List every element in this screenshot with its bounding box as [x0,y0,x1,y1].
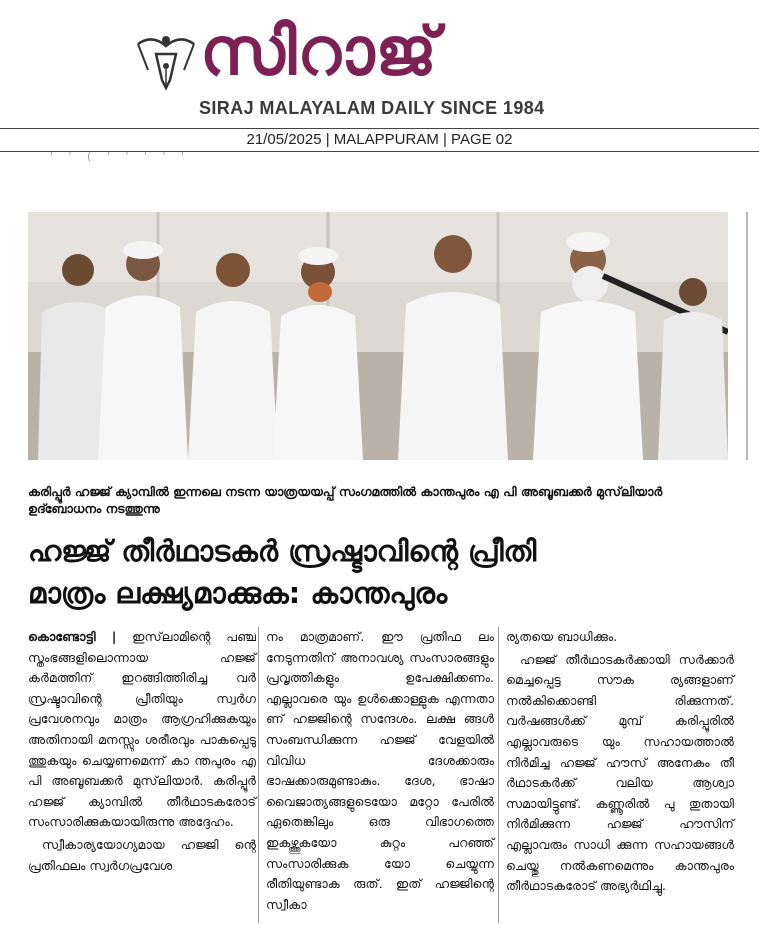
article-paragraph: ര്യതയെ ബാധിക്കും. [506,629,618,644]
masthead [0,0,759,128]
article-paragraph: ഹജ്ജ് തീർഥാടകർക്കായി സർക്കാർ മെച്ചപ്പെട്ട സൗക ര്യങ്ങളാണ് നൽകിക്കൊണ്ടി രിക്കുന്നത്. വർഷങ്ങൾക്ക് മുമ്പ് കരിപ്പൂരിൽ എല്ലാവരുടെ യും സഹായത്താൽ നിർമിച്ച ഹജ്ജ് ഹൗസ് അനേകം തീ ർഥാടകർക്ക് വലിയ ആശ്വാ സമായിട്ടുണ്ട്. കണ്ണൂരിൽ പു തുതായി നിർമിക്കുന്ന ഹജ്ജ് ഹൗസിന് എല്ലാവരും സാധി ക്കുന്ന സഹായങ്ങൾ ചെയ്തു നൽകണമെന്നും കാന്തപുരം തീർഥാടകരോട് അഭ്യർഥിച്ചു. [506,651,734,894]
photo-caption: കരിപ്പൂർ ഹജ്ജ് ക്യാമ്പിൽ ഇന്നലെ നടന്ന യാത്രയയപ്പ് സംഗമത്തിൽ കാന്തപുരം എ പി അബൂബക്കർ മുസ്‌ലിയാർ ഉദ്ബോധനം നടത്തുന്നു [28,484,663,516]
pen-book-logo-icon [134,24,198,104]
article-column-3 [506,627,734,899]
date-bar: 21/05/2025 | MALAPPURAM | PAGE 02 [0,128,759,152]
article-paragraph [28,627,256,833]
dateline: കൊണ്ടോട്ടി | [28,629,117,644]
article-paragraph: സ്വീകാര്യയോഗ്യമായ ഹജ്ജി ന്റെ പ്രതിഫലം സ്വർഗപ്രവേശ [28,836,256,873]
article-column-1 [28,627,256,878]
headline [28,530,738,614]
bleed-through-strip: ' ' ( ' ' ' ' ' [50,150,190,163]
masthead-tagline: SIRAJ MALAYALAM DAILY SINCE 1984 [199,98,545,118]
news-photo [28,212,728,460]
article-column-2 [266,627,494,917]
column-divider [258,627,259,923]
headline-line-2: മാത്രം ലക്ഷ്യമാക്കുക: കാന്തപുരം [28,576,448,610]
masthead-logo: സിറാജ് [200,13,438,90]
column-divider [498,627,499,923]
photo-edge [746,212,748,460]
article-text: ഇസ്‌ലാമിന്റെ പഞ്ച സ്തംഭങ്ങളിലൊന്നായ ഹജ്ജ് കർമത്തിന് ഇറങ്ങിത്തിരിച്ച വർ സ്രഷ്ടാവിന്റെ പ്രീതിയും സ്വർഗ പ്രവേശനവും മാത്രം ആഗ്രഹിക്കുകയും അതിനായി മനസ്സും ശരീരവും പാകപ്പെടു ത്തുകയും ചെയ്യണമെന്ന് കാ ന്തപുരം എ പി അബൂബക്കർ മുസ്‌ലിയാർ. കരിപ്പൂർ ഹജ്ജ് ക്യാമ്പിൽ തീർഥാടകരോട് സംസാരിക്കുകയായിരുന്നു അദ്ദേഹം. [28,629,257,830]
article-paragraph: നം മാത്രമാണ്. ഈ പ്രതിഫ ലം നേടുന്നതിന് അനാവശ്യ സംസാരങ്ങളും പ്രവൃത്തികളും ഉപേക്ഷിക്കണം. എല്ലാവരെ യും ഉൾക്കൊള്ളുക എന്നതാ ണ് ഹജ്ജിന്റെ സന്ദേശം. ലക്ഷ ങ്ങൾ സംബന്ധിക്കുന്ന ഹജ്ജ് വേളയിൽ വിവിധ ദേശക്കാരും ഭാഷക്കാരുമുണ്ടാകും. ദേശ, ഭാഷാ വൈജാത്യങ്ങളുടെയോ മറ്റോ പേരിൽ ഏതെങ്കിലും ഒരു വിഭാഗത്തെ ഇകഴ്ത്തുകയോ കുറ്റം പറഞ്ഞ് സംസാരിക്കുക യോ ചെയ്യുന്ന രീതിയുണ്ടാക രുത്. ഇത് ഹജ്ജിന്റെ സ്വീകാ [266,629,494,912]
headline-line-1: ഹജ്ജ് തീർഥാടകർ സ്രഷ്ടാവിന്റെ പ്രീതി [28,534,537,568]
